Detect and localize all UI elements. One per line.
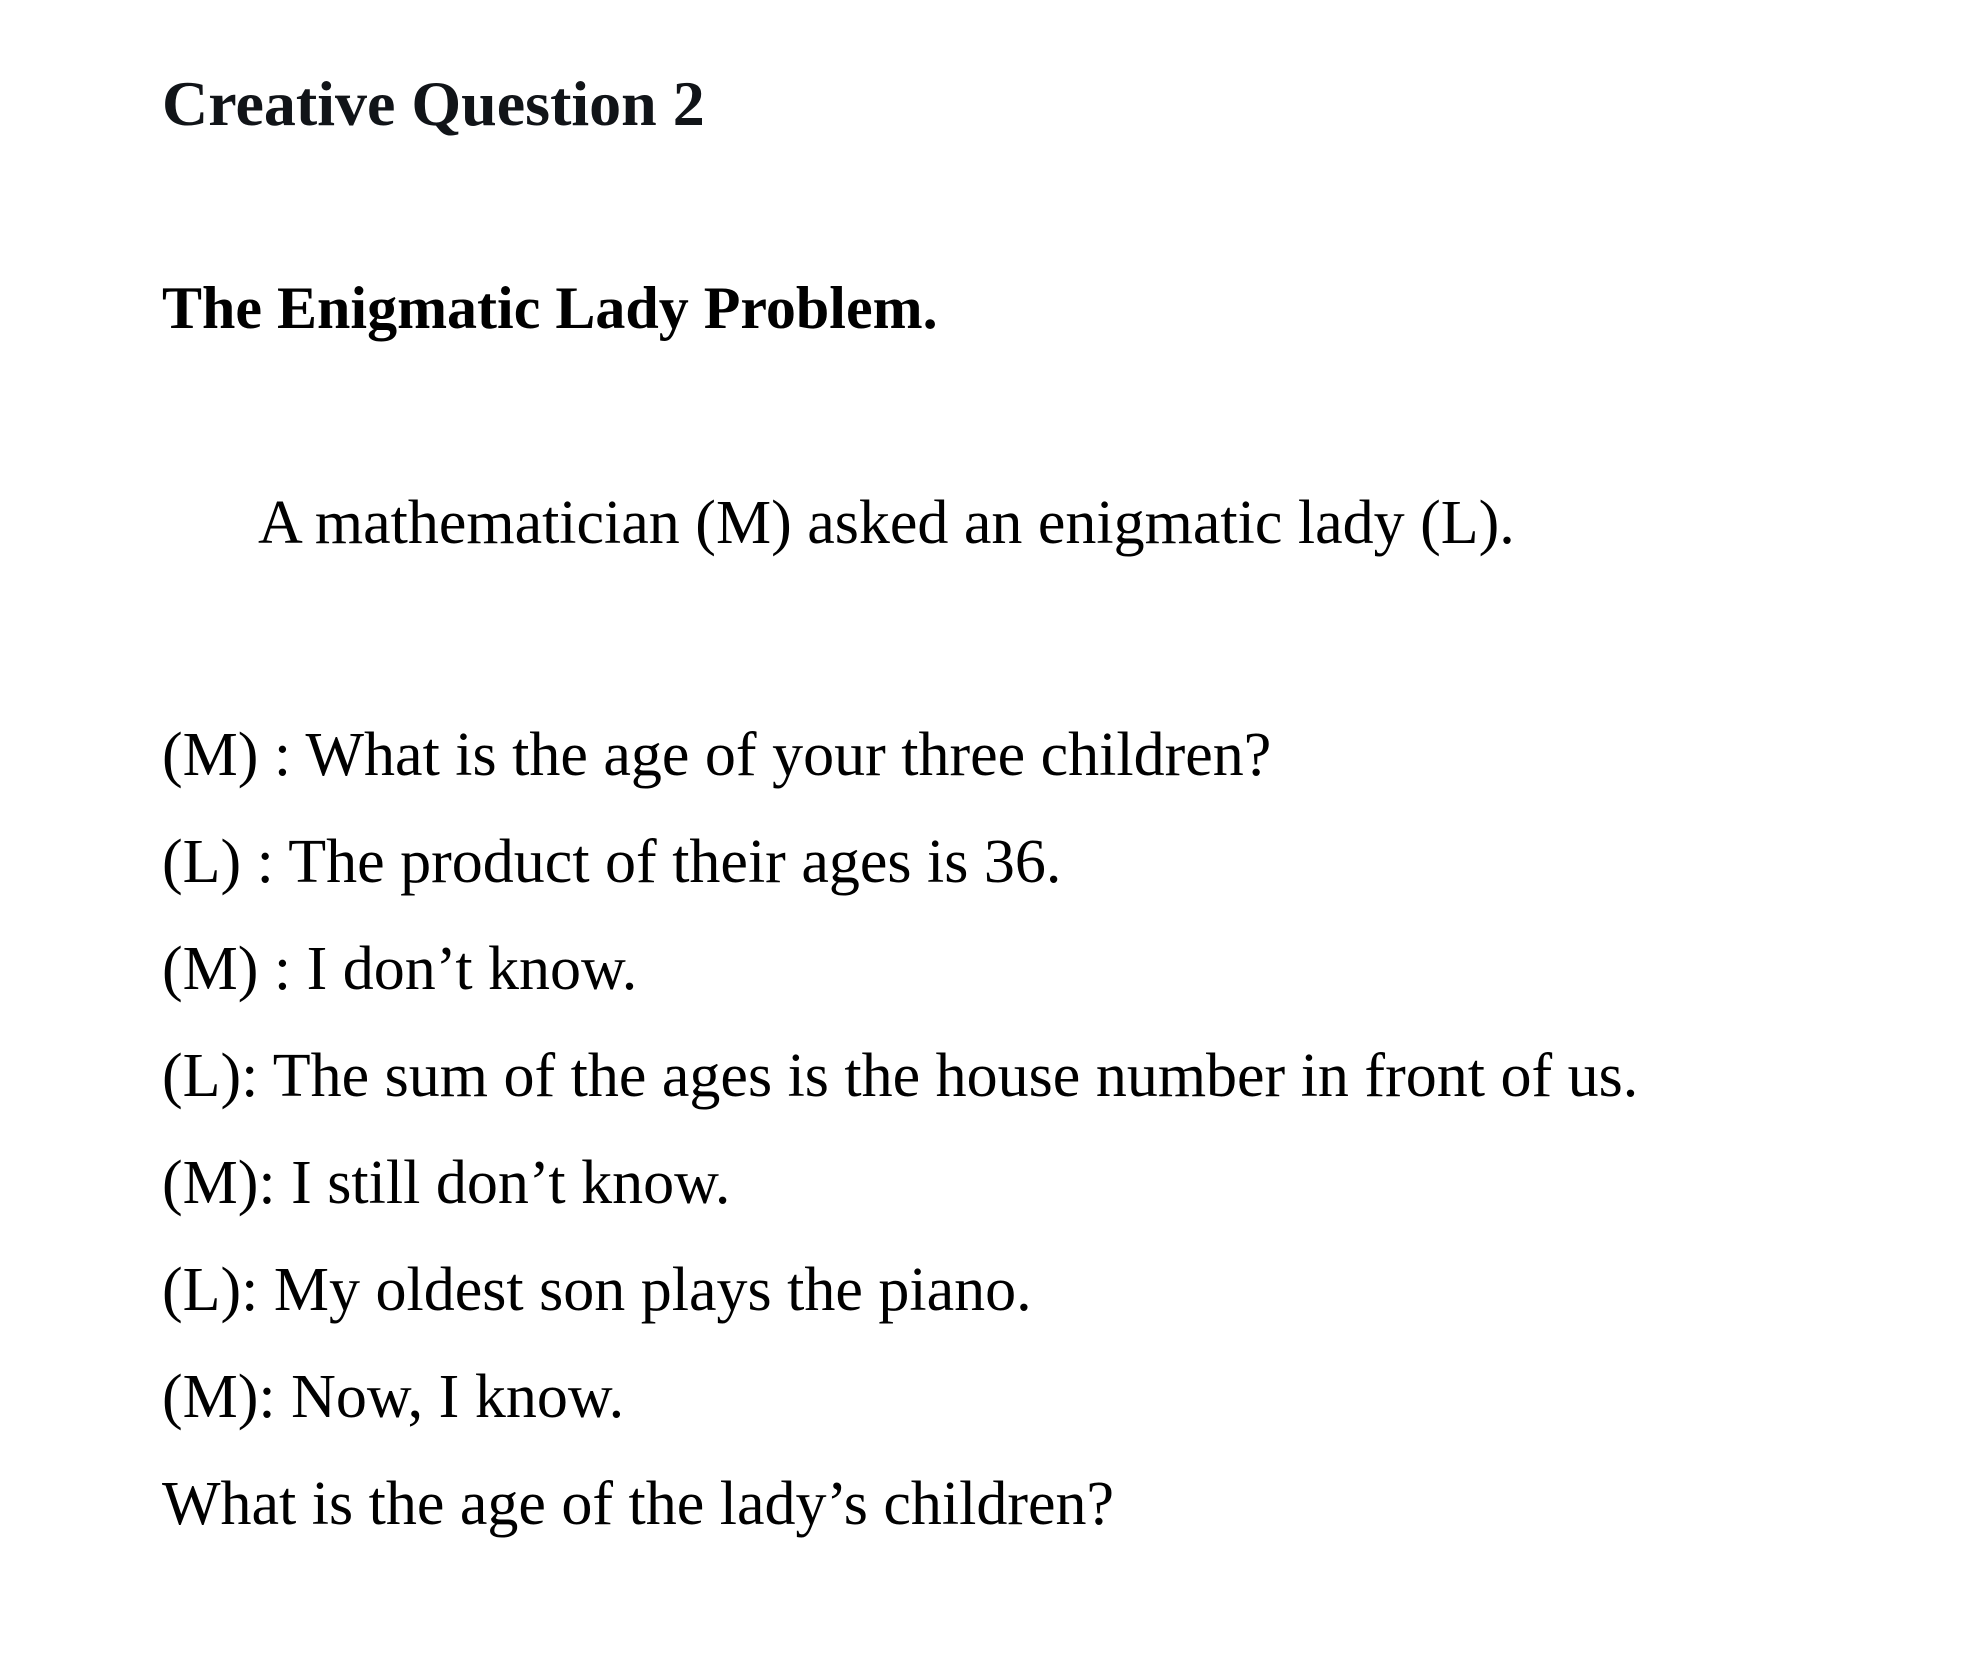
dialogue-line: (L): My oldest son plays the piano.	[162, 1256, 1032, 1324]
dialogue-line: (M) : I don’t know.	[162, 935, 638, 1003]
dialogue-line: (L): The sum of the ages is the house number in front of us.	[162, 1042, 1639, 1110]
intro-text: A mathematician (M) asked an enigmatic lady (L).	[258, 489, 1515, 557]
dialogue-line: (M) : What is the age of your three children?	[162, 721, 1272, 789]
dialogue-list	[162, 702, 1638, 1558]
dialogue-line: (M): Now, I know.	[162, 1363, 625, 1431]
page-heading: Creative Question 2	[162, 68, 705, 139]
dialogue-line: (L) : The product of their ages is 36.	[162, 828, 1062, 896]
problem-title: The Enigmatic Lady Problem.	[162, 275, 938, 341]
dialogue-line: (M): I still don’t know.	[162, 1149, 731, 1217]
question-text: What is the age of the lady’s children?	[162, 1470, 1115, 1538]
